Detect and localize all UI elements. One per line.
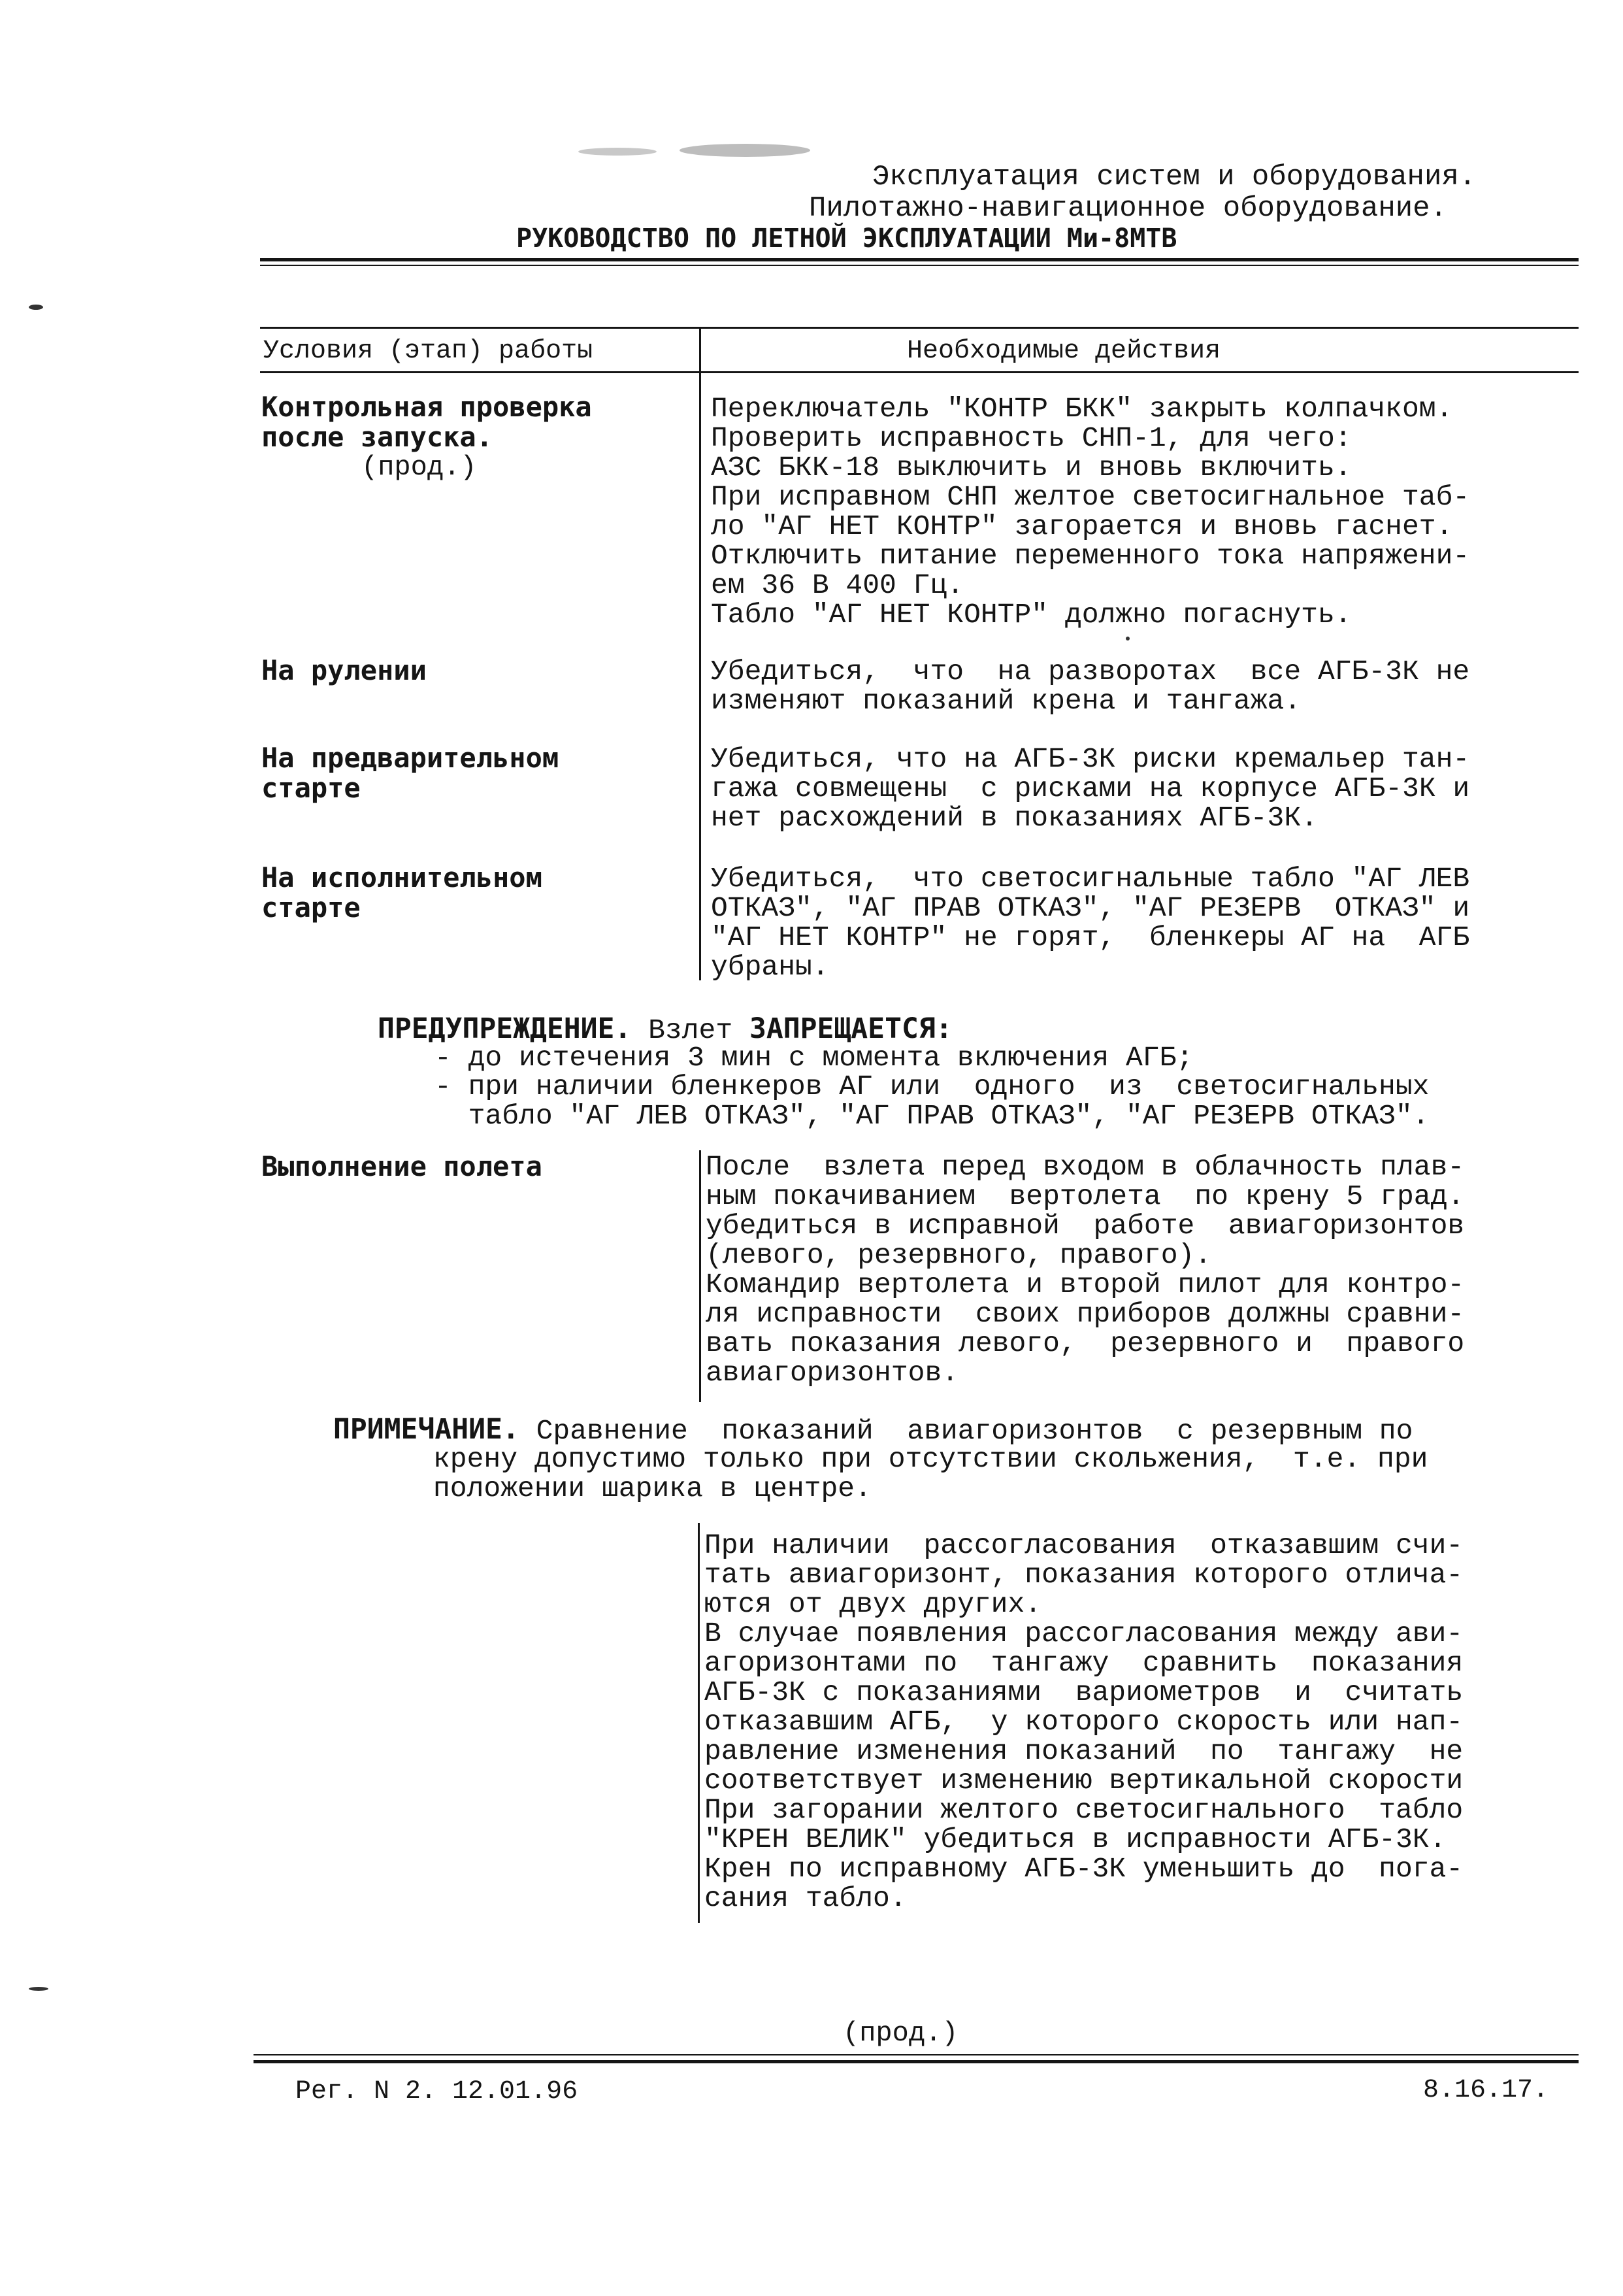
row-1-condition-note: (прод.) [361,452,477,483]
flight-condition: Выполнение полета [261,1150,542,1182]
continuation-column-divider [698,1523,700,1923]
row-1-action: Переключатель "КОНТР БКК" закрыть колпачком. Проверить исправность СНП-1, для чего: АЗС БКК-18 выключить и вновь включить. При исправном СНП желтое светосигнальное таб- ло "АГ НЕТ КОНТР" загорается и вновь гаснет. Отключить питание переменного тока напряжени- ем 36 В 400 Гц. Табло "АГ НЕТ КОНТР" должно погаснуть. [711,393,1470,631]
row-3-action: Убедиться, что на АГБ-3К риски кремальер тан- гажа совмещены с рисками на корпусе АГБ-3К и нет расхождений в показаниях АГБ-3К. [711,743,1470,834]
row-4-action: Убедиться, что светосигнальные табло "АГ ЛЕВ ОТКАЗ", "АГ ПРАВ ОТКАЗ", "АГ РЕЗЕРВ ОТКАЗ" и "АГ НЕТ КОНТР" не горят, бленкеры АГ на АГБ убраны. [711,863,1470,983]
footer-rule-thin [254,2054,1579,2055]
column-header-actions: Необходимые действия [907,337,1221,366]
row-4-condition: На исполнительном старте [261,861,542,923]
header-rule-thin [260,265,1579,266]
manual-title: РУКОВОДСТВО ПО ЛЕТНОЙ ЭКСПЛУАТАЦИИ Ми-8МТВ [516,224,1177,254]
warning-item-2: - при наличии бленкеров АГ или одного из светосигнальных табло "АГ ЛЕВ ОТКАЗ", "АГ ПРАВ ОТКАЗ", "АГ РЕЗЕРВ ОТКАЗ". [434,1071,1430,1132]
note-label: ПРИМЕЧАНИЕ. [333,1413,519,1446]
row-1-condition: Контрольная проверка после запуска. [261,391,592,453]
warning-label: ПРЕДУПРЕЖДЕНИЕ. [378,1012,632,1045]
row-3-condition: На предварительном старте [261,742,559,804]
scan-speck [29,1987,48,1991]
registration-date: Рег. N 2. 12.01.96 [295,2077,578,2106]
row-2-condition: На рулении [261,654,427,686]
note-first-line [333,1415,1413,1446]
continued-marker: (прод.) [843,2018,959,2049]
warning-heading [378,1014,953,1045]
column-divider [699,327,701,980]
page-number: 8.16.17. [1423,2076,1549,2105]
scan-speck [29,305,43,310]
header-rule-thick [260,258,1579,261]
table-top-rule [260,327,1579,329]
warning-emphasis: ЗАПРЕЩАЕТСЯ: [749,1012,953,1045]
scan-speck [1126,637,1130,641]
continuation-action: При наличии рассогласования отказавшим счи- тать авиагоризонт, показания которого отлича- ются от двух других. В случае появления рассогласования между ави- агоризонтами по тангажу сравнить показания АГБ-3К с показаниями вариометров и считать отказавшим АГБ, у которого скорость или нап- равление изменения показаний по тангажу не соответствует изменению вертикальной скорости При загорании желтого светосигнального табло "КРЕН ВЕЛИК" убедиться в исправности АГБ-3К. Крен по исправному АГБ-3К уменьшить до пога- сания табло. [704,1529,1464,1914]
warning-text: Взлет [631,1014,749,1046]
header-line-2: Пилотажно-навигационное оборудование. [809,192,1447,225]
table-header-rule [260,371,1579,373]
warning-item-1: - до истечения 3 мин с момента включения АГБ; [434,1042,1194,1074]
footer-rule-thick [254,2060,1579,2063]
flight-action: После взлета перед входом в облачность плав- ным покачиванием вертолета по крену 5 град. убедиться в исправной работе авиагоризонтов (левого, резервного, правого). Командир вертолета и второй пилот для контро- ля исправности своих приборов должны сравни- вать показания левого, резервного и правого авиагоризонтов. [706,1151,1465,1389]
note-text: Сравнение показаний авиагоризонтов с резервным по [519,1415,1413,1447]
column-header-conditions: Условия (этап) работы [263,337,593,366]
scan-speck [680,144,810,157]
scan-speck [578,148,657,156]
header-line-1: Эксплуатация систем и оборудования. [872,161,1477,193]
row-2-action: Убедиться, что на разворотах все АГБ-3К не изменяют показаний крена и тангажа. [711,656,1470,717]
note-continuation: крену допустимо только при отсутствии скольжения, т.е. при положении шарика в центре. [433,1443,1428,1505]
flight-column-divider [699,1150,701,1402]
